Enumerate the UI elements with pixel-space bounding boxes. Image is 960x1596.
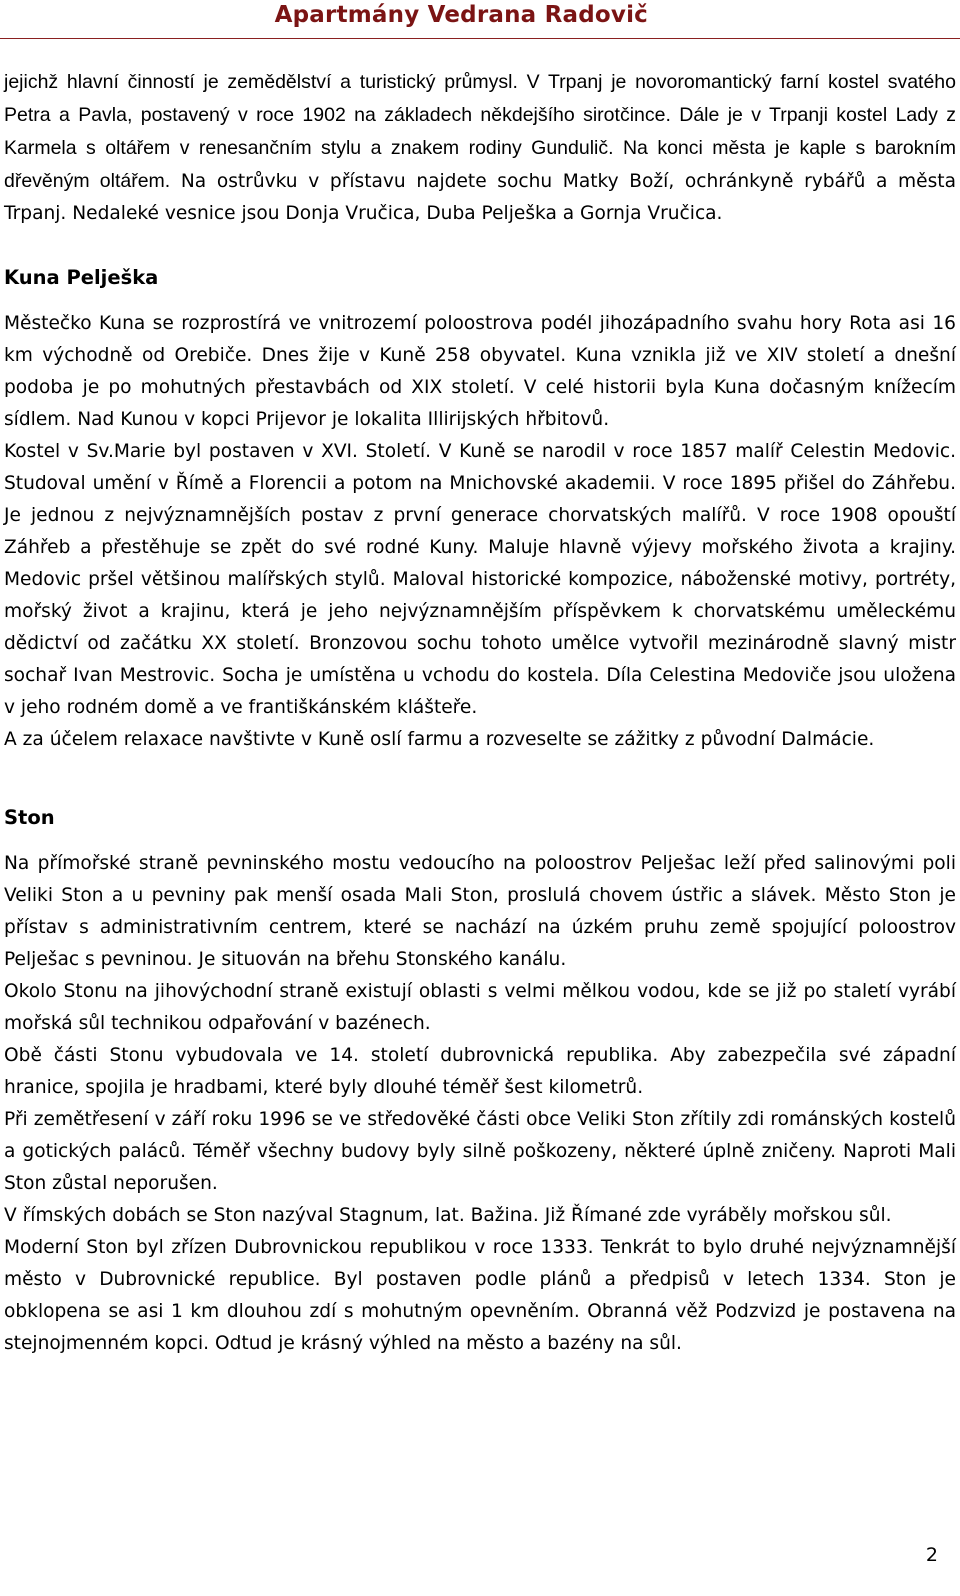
spacer (4, 834, 956, 848)
spacer (4, 294, 956, 308)
ston-paragraph-4: Při zemětřesení v září roku 1996 se ve středověké části obce Veliki Ston zřítily zdi románských kostelů a gotických paláců. Téměř všechny budovy byly silně poškozeny, některé úplně zničeny. Naproti Mali Ston zůstal neporušen. (4, 1109, 956, 1194)
section-heading-ston: Ston (4, 806, 55, 829)
document-body (4, 66, 956, 1360)
intro-text-verdana: Na ostrůvku v přístavu najdete sochu Matky Boží, ochránkyně rybářů a města Trpanj. Nedaleké vesnice jsou Donja Vručica, Duba Pelješka a Gornja Vručica. (4, 171, 956, 224)
kuna-paragraph-2: Kostel v Sv.Marie byl postaven v XVI. Století. V Kuně se narodil v roce 1857 malíř Celestin Medovic. Studoval umění v Římě a Florencii a potom na Mnichovské akademii. V roce 1895 přišel do Záhřebu. Je jednou z nejvýznamnějších postav z první generace chorvatských malířů. V roce 1908 opouští Záhřeb a přestěhuje se zpět do své rodné Kuny. Maluje hlavně výjevy mořského života a krajiny. Medovic pršel většinou malířských stylů. Maloval historické kompozice, náboženské motivy, portréty, mořský život a krajinu, která je jeho nejvýznamnějším příspěvkem k chorvatskému uměleckému dědictví od začátku XX století. Bronzovou sochu tohoto umělce vytvořil mezinárodně slavný mistr sochař Ivan Mestrovic. Socha je umístěna u vchodu do kostela. Díla Celestina Medoviče jsou uložena v jeho rodném domě a ve františkánském klášteře. (4, 441, 956, 718)
ston-paragraph-1: Na přímořské straně pevninského mostu vedoucího na poloostrov Pelješac leží před salinovými poli Veliki Ston a u pevniny pak menší osada Mali Ston, proslulá chovem ústřic a slávek. Město Ston je přístav s administrativním centrem, které se nachází na úzkém pruhu země spojující poloostrov Pelješac s pevninou. Je situován na břehu Stonského kanálu. (4, 853, 956, 970)
ston-paragraph-5: V římských dobách se Ston nazýval Stagnum, lat. Bažina. Již Římané zde vyráběly mořskou sůl. (4, 1205, 892, 1226)
page-number: 2 (925, 1544, 938, 1566)
ston-paragraph-6: Moderní Ston byl zřízen Dubrovnickou republikou v roce 1333. Tenkrát to bylo druhé nejvýznamnější město v Dubrovnické republice. Byl postaven podle plánů a předpisů v letech 1334. Ston je obklopena se asi 1 km dlouhou zdí s mohutným opevněním. Obranná věž Podzvizd je postavena na stejnojmenném kopci. Odtud je krásný výhled na město a bazény na sůl. (4, 1237, 956, 1354)
spacer (4, 230, 956, 262)
spacer (4, 756, 956, 802)
section-heading-kuna: Kuna Pelješka (4, 266, 159, 289)
kuna-paragraph-3: A za účelem relaxace navštivte v Kuně oslí farmu a rozveselte se zážitky z původní Dalmácie. (4, 729, 875, 750)
page-header (0, 0, 960, 50)
ston-paragraph-2: Okolo Stonu na jihovýchodní straně existují oblasti s velmi mělkou vodou, kde se již po staletí vyrábí mořská sůl technikou odpařování v bazénech. (4, 981, 956, 1034)
intro-text-arial: jejichž hlavní činností je zemědělství a turistický průmysl. V Trpanj je novoromantický farní kostel svatého Petra a Pavla, postavený v roce 1902 na základech někdejšího sirotčince. Dále je v Trpanji kostel Lady z Karmela s oltářem v renesančním stylu a znakem rodiny Gundulič. Na konci města je kaple s barokním dřevěným oltářem. (4, 71, 956, 192)
ston-paragraph-3: Obě části Stonu vybudovala ve 14. století dubrovnická republika. Aby zabezpečila své západní hranice, spojila je hradbami, které byly dlouhé téměř šest kilometrů. (4, 1045, 956, 1098)
kuna-paragraph-1: Městečko Kuna se rozprostírá ve vnitrozemí poloostrova podél jihozápadního svahu hory Rota asi 16 km východně od Orebiče. Dnes žije v Kuně 258 obyvatel. Kuna vznikla již ve XIV století a dnešní podoba je po mohutných přestavbách od XIX století. V celé historii byla Kuna dočasným knížecím sídlem. Nad Kunou v kopci Prijevor je lokalita Illirijských hřbitovů. (4, 313, 956, 430)
intro-paragraph (4, 66, 956, 230)
header-rule (0, 38, 960, 39)
header-title: Apartmány Vedrana Radovič (274, 2, 648, 28)
